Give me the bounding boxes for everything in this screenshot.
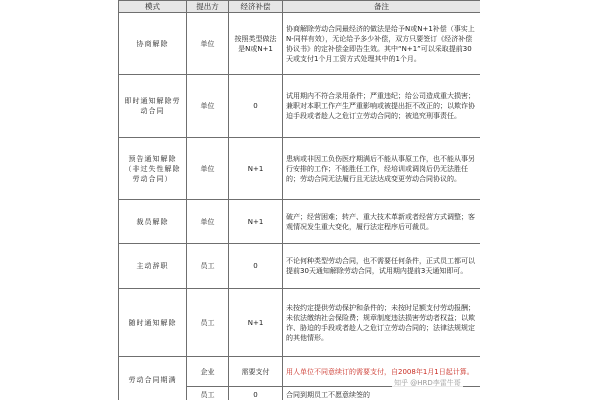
watermark: 知乎 @HRD李雷牛哥 bbox=[394, 379, 461, 387]
row-party: 单位 bbox=[187, 75, 229, 138]
row-compensation: 0 bbox=[229, 244, 283, 289]
row-compensation: N+1 bbox=[229, 138, 283, 200]
row-note: 患病或非因工负伤医疗期满后不能从事原工作，也不能从事另行安排的工作；不能胜任工作，经培训或调岗后仍无法胜任的；劳动合同无法履行且无法达成变更劳动合同协议的。 bbox=[283, 138, 481, 200]
table-row bbox=[119, 138, 481, 200]
row-party: 员工 bbox=[187, 289, 229, 357]
row-type: 随时通知解除 bbox=[119, 289, 187, 357]
row-note: 破产；经营困难；转产、重大技术革新或者经营方式调整；客观情况发生重大变化，履行法定程序后可裁员。 bbox=[283, 200, 481, 244]
row-compensation: 0 bbox=[229, 75, 283, 138]
row-type: 裁员解除 bbox=[119, 200, 187, 244]
row-note: 试用期内不符合录用条件；严重违纪；给公司造成重大损害；兼职对本职工作产生严重影响或被提出拒不改正的；以欺诈协迫手段或者趁人之危订立劳动合同的；被追究刑事责任。 bbox=[283, 75, 481, 138]
row-type: 预告通知解除（非过失性解除劳动合同） bbox=[119, 138, 187, 200]
row-party: 单位 bbox=[187, 200, 229, 244]
row-party: 单位 bbox=[187, 13, 229, 75]
table-row bbox=[119, 13, 481, 75]
row-type: 主动辞职 bbox=[119, 244, 187, 289]
row-note: 未按约定提供劳动保护和条件的；未按时足额支付劳动报酬；未依法缴纳社会保险费；规章制度违法损害劳动者权益；以欺诈、胁迫的手段或者趁人之危订立劳动合同的；法律法规规定的其他情形。 bbox=[283, 289, 481, 357]
termination-table bbox=[118, 0, 480, 400]
row-type: 劳动合同期满 bbox=[119, 357, 187, 400]
table-row bbox=[119, 289, 481, 357]
table-row bbox=[119, 75, 481, 138]
row-party: 员工 bbox=[187, 387, 229, 400]
row-compensation: N+1 bbox=[229, 289, 283, 357]
row-note: 协商解除劳动合同最经济的做法是给予N或N+1补偿（事实上N-同样有效），无论给予多少补偿，双方只要签订《经济补偿协议书》的定补偿金即告生效。其中“N+1”可以采取提前30天或支付1个月工资方式处理其中的1个月。 bbox=[283, 13, 481, 75]
row-party: 企业 bbox=[187, 357, 229, 387]
row-compensation: 0 bbox=[229, 387, 283, 400]
table-header-row bbox=[119, 1, 481, 13]
header-mode: 模式 bbox=[119, 1, 187, 13]
row-party: 员工 bbox=[187, 244, 229, 289]
row-note: 不论何种类型劳动合同，也不需要任何条件，正式员工都可以提前30天通知解除劳动合同，试用期内提前3天通知即可。 bbox=[283, 244, 481, 289]
row-note: 用人单位不同意续订的需要支付，自2008年1月1日起计算。 bbox=[283, 357, 481, 387]
table-row bbox=[119, 244, 481, 289]
policy-table-frame bbox=[118, 0, 480, 400]
header-compensation: 经济补偿 bbox=[229, 1, 283, 13]
header-party: 提出方 bbox=[187, 1, 229, 13]
row-party: 单位 bbox=[187, 138, 229, 200]
row-compensation: 按照类型做法是N或N+1 bbox=[229, 13, 283, 75]
row-type: 即时通知解除劳动合同 bbox=[119, 75, 187, 138]
row-type: 协商解除 bbox=[119, 13, 187, 75]
row-note: 合同到期员工不愿意续签的 bbox=[283, 387, 481, 400]
row-compensation: 需要支付 bbox=[229, 357, 283, 387]
header-remarks: 备注 bbox=[283, 1, 481, 13]
table-row bbox=[119, 200, 481, 244]
row-compensation: N+1 bbox=[229, 200, 283, 244]
